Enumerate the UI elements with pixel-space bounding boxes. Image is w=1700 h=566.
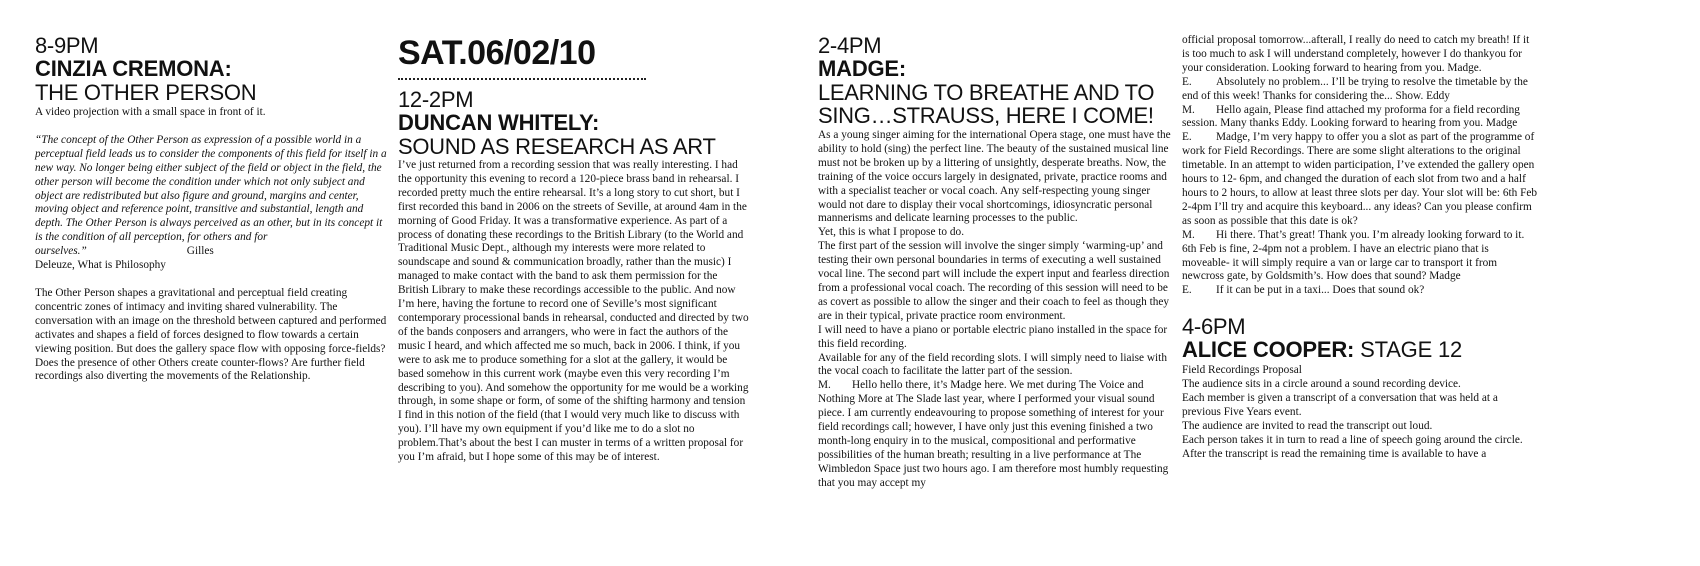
column-duncan bbox=[398, 34, 750, 465]
intro-text: A video projection with a small space in front of it. bbox=[35, 106, 266, 118]
dialogue-line: M. Hi there. That’s great! Thank you. I’m already looking forward to it. 6th Feb is fine, 2-4pm not a problem. I have an electric piano that is moveable- it will simply require a van or large car to transport it from newcross gate, by Goldsmith’s. How does that sound? Madge bbox=[1182, 228, 1525, 283]
column-madge bbox=[818, 34, 1172, 491]
body-text: The Other Person shapes a gravitational and perceptual field creating concentric zones of intimacy and inviting shared vulnerability. The conversation with an image on the threshold between captured and performed activates and shapes a field of forces designed to flow towards a certain viewing position. But does the gallery space flow with opposing force-fields? Does the presence of other Others create counter-flows? Are further field recordings also diverting the movements of the Relationship. bbox=[35, 286, 387, 383]
dialogue-line: E. If it can be put in a taxi... Does that sound ok? bbox=[1182, 284, 1425, 297]
column-dialogue-alice bbox=[1182, 34, 1538, 462]
speaker-label: E. bbox=[1182, 75, 1192, 88]
time-slot: 12-2PM bbox=[398, 87, 474, 112]
time-slot: 8-9PM bbox=[35, 33, 99, 58]
instruction-line: The audience are invited to read the transcript out loud. bbox=[1182, 419, 1433, 432]
body-text: I’ve just returned from a recording session that was really interesting. I had the opportunity this evening to record a 120-piece brass band in rehearsal. I recorded pretty much the entire rehearsal. It’s a long story to cut short, but I first recorded this band in 2006 on the streets of Seville, at around 4am in the morning of Good Friday. It was a transformative experience. As part of a process of donating these recordings to the British Library (to the World and Traditional Music Dept., although my interests were more related to soundscape and sound & communication broadly, rather than the music) I managed to make contact with the band to ask them permission for the British Library to make these recordings accessible to the public. And now I’m here, having the fortune to record one of Seville’s most significant contemporary processional bands in rehearsal, conducted and directed by two of the bands conposers and arrangers, who were in fact the authors of the music I heard, and which affected me so much, back in 2006. I think, if you were to ask me to produce something for a slot at the gallery, it would be based somehow in this current work (maybe even this very recording I’m describing to you). And somehow the opportunity for me would be a working through, in some shape or form, of some of the shifting harmony and tension I find in this notion of the field (that I would very much like to discuss with you). I’ll have my own equipment if you’d like me to do a slot no problem.That’s about the best I can muster in terms of a written proposal for you I’m afraid, but I hope some of this may be of interest. bbox=[398, 159, 749, 464]
dialogue-line: M. Hello again, Please find attached my proforma for a field recording session. Many thanks Eddy. Looking forward to hearing from you. Madge bbox=[1182, 103, 1520, 130]
speaker-label: E. bbox=[1182, 284, 1192, 297]
dialogue-line: E. Absolutely no problem... I’ll be trying to resolve the timetable by the end of this week! Thanks for considering the... Show. Eddy bbox=[1182, 75, 1528, 102]
paragraph: Available for any of the field recording slots. I will simply need to liaise with the vocal coach to facilitate the latter part of the session. bbox=[818, 351, 1167, 378]
instruction-line: After the transcript is read the remaining time is available to have a bbox=[1182, 447, 1487, 460]
column-cinzia bbox=[35, 34, 387, 384]
artist-name: DUNCAN WHITELY: bbox=[398, 110, 600, 135]
speaker-label: M. bbox=[818, 379, 831, 392]
instruction-line: Each member is given a transcript of a conversation that was held at a previous Five Years event. bbox=[1182, 392, 1498, 418]
dotted-divider bbox=[398, 78, 646, 80]
dialogue-line: M. Hello hello there, it’s Madge here. We met during The Voice and Nothing More at The Slade last year, where I performed your visual sound piece. I am currently endeavouring to propose something of interest for your field recordings call; however, I have only just this evening finished a two month-long enquiry in to the musical, compositional and performative possibilities of the human breath; resulting in a live performance at The Wimbledon Space just two hours ago. I am therefore most humbly requesting that you may accept my bbox=[818, 379, 1169, 489]
work-title: THE OTHER PERSON bbox=[35, 80, 257, 105]
instruction-line: The audience sits in a circle around a sound recording device. bbox=[1182, 378, 1461, 391]
paragraph: As a young singer aiming for the international Opera stage, one must have the ability to hold (sing) the perfect line. The beauty of the sustained musical line must not be broken up by a littering of unsightly, desperate breaths. Now, the training of the voice occurs largely in designated, private, practice rooms and with a specialist teacher or vocal coach. Any self-respecting young singer would not dare to display their vocal shortcomings, idiosyncratic personal mannerisms and delicate learning processes to the public. bbox=[818, 129, 1171, 225]
quote-source: Deleuze, What is Philosophy bbox=[35, 259, 166, 272]
paragraph: The first part of the session will involve the singer simply ‘warming-up’ and testing their own personal boundaries in terms of executing a well sustained vocal line. The second part will include the expert input and fearless direction from a professional vocal coach. The recording of this session will need to be as covert as possible to allow the singer and their coach to feel as though they are in their typical, private practice room environment. bbox=[818, 240, 1170, 322]
quote-author: Gilles bbox=[186, 245, 214, 258]
dialogue-line: E. Madge, I’m very happy to offer you a slot as part of the programme of work for Field Recordings. There are some slight alterations to the original timetable. In an attempt to widen participation, I’ve extended the gallery open hours to 12- 6pm, and changed the duration of each slot from two and a half hours to 2 hours, to allow at least three slots per day. Your slot will be: 6th Feb 2-4pm I’ll try and acquire this keyboard... any ideas? Can you please confirm as soon as possible that this date is ok? bbox=[1182, 131, 1538, 227]
speaker-label: M. bbox=[1182, 103, 1195, 116]
time-slot: 2-4PM bbox=[818, 33, 882, 58]
artist-name: MADGE: bbox=[818, 56, 907, 81]
time-slot: 4-6PM bbox=[1182, 314, 1246, 340]
subheading: Field Recordings Proposal bbox=[1182, 364, 1302, 377]
paragraph: Yet, this is what I propose to do. bbox=[818, 226, 965, 239]
artist-name: ALICE COOPER: STAGE 12 bbox=[1182, 337, 1463, 363]
speaker-label: M. bbox=[1182, 228, 1195, 241]
instruction-line: Each person takes it in turn to read a line of speech going around the circle. bbox=[1182, 433, 1523, 446]
work-title: LEARNING TO BREATHE AND TO SING…STRAUSS, HERE I COME! bbox=[818, 80, 1155, 128]
paragraph: I will need to have a piano or portable electric piano installed in the space for this field recording. bbox=[818, 323, 1168, 350]
artist-name: CINZIA CREMONA: bbox=[35, 56, 232, 81]
quote-text: “The concept of the Other Person as expression of a possible world in a perceptual field leads us to consider the components of this field for itself in a new way. No longer being either subject of the field or object in the field, the other person will become the condition under which not only subject and object are redistributed but also figure and ground, margins and center, moving object and reference point, transitive and substantial, length and depth. The Other Person is always perceived as an other, but in its concept it is the condition of all perception, for others and for ourselves.” Gilles bbox=[35, 133, 387, 258]
speaker-label: E. bbox=[1182, 131, 1192, 144]
work-title: STAGE 12 bbox=[1360, 337, 1463, 363]
dialogue-continuation: official proposal tomorrow...afterall, I really do need to catch my breath! If it is too much to ask I will understand completely, however I do thankyou for your consideration. Looking forward to hearing from you. Madge. bbox=[1182, 34, 1530, 74]
work-title: SOUND AS RESEARCH AS ART bbox=[398, 134, 716, 159]
event-date: SAT.06/02/10 bbox=[398, 34, 596, 72]
